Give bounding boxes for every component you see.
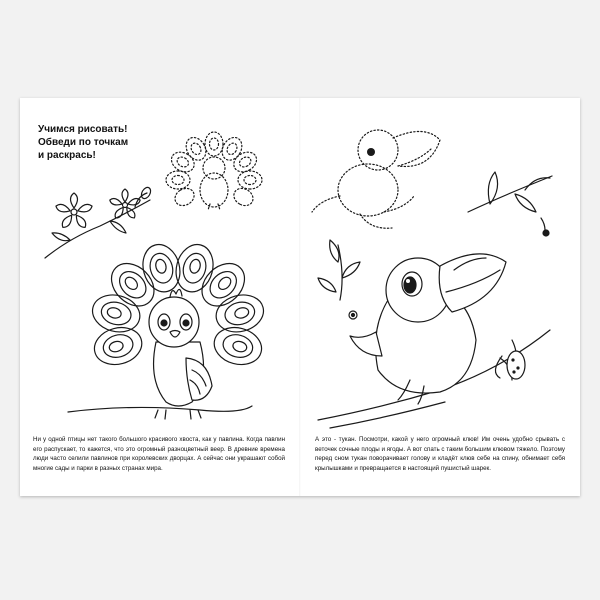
leaf-sprig-illustration [318, 240, 360, 319]
peacock-caption: Ни у одной птицы нет такого большого красивого хвоста, как у павлина. Когда павлин его распускает, то кажется, что это огромный разноцветный веер. В древние времена люди часто селили павлинов при королевских дворцах. А сейчас они украшают собой многие сады и парки в разных странах мира. [33, 436, 285, 472]
heading-line-3: и раскрась! [38, 150, 96, 161]
heading-line-1: Учимся рисовать! [38, 124, 128, 135]
berry-branch-illustration [468, 172, 552, 236]
flower-branch-illustration [45, 186, 152, 258]
dotted-peacock-tracing [166, 132, 262, 210]
peacock-illustration [68, 240, 268, 419]
dotted-toucan-tracing [312, 130, 440, 228]
toucan-illustration [318, 254, 550, 428]
toucan-caption: А это - тукан. Посмотри, какой у него огромный клюв! Им очень удобно срывать с веточек сочные плоды и ягоды. А вот спать с таким большим клювом тяжело. Поэтому перед сном тукан поворачивает голову и кладёт клюв себе на спину, обнимает себя крылышками и превращается в настоящий пушистый шарек. [315, 436, 565, 472]
page-heading [38, 123, 178, 162]
dotted-toucan-eye [367, 148, 375, 156]
heading-line-2: Обведи по точкам [38, 137, 129, 148]
